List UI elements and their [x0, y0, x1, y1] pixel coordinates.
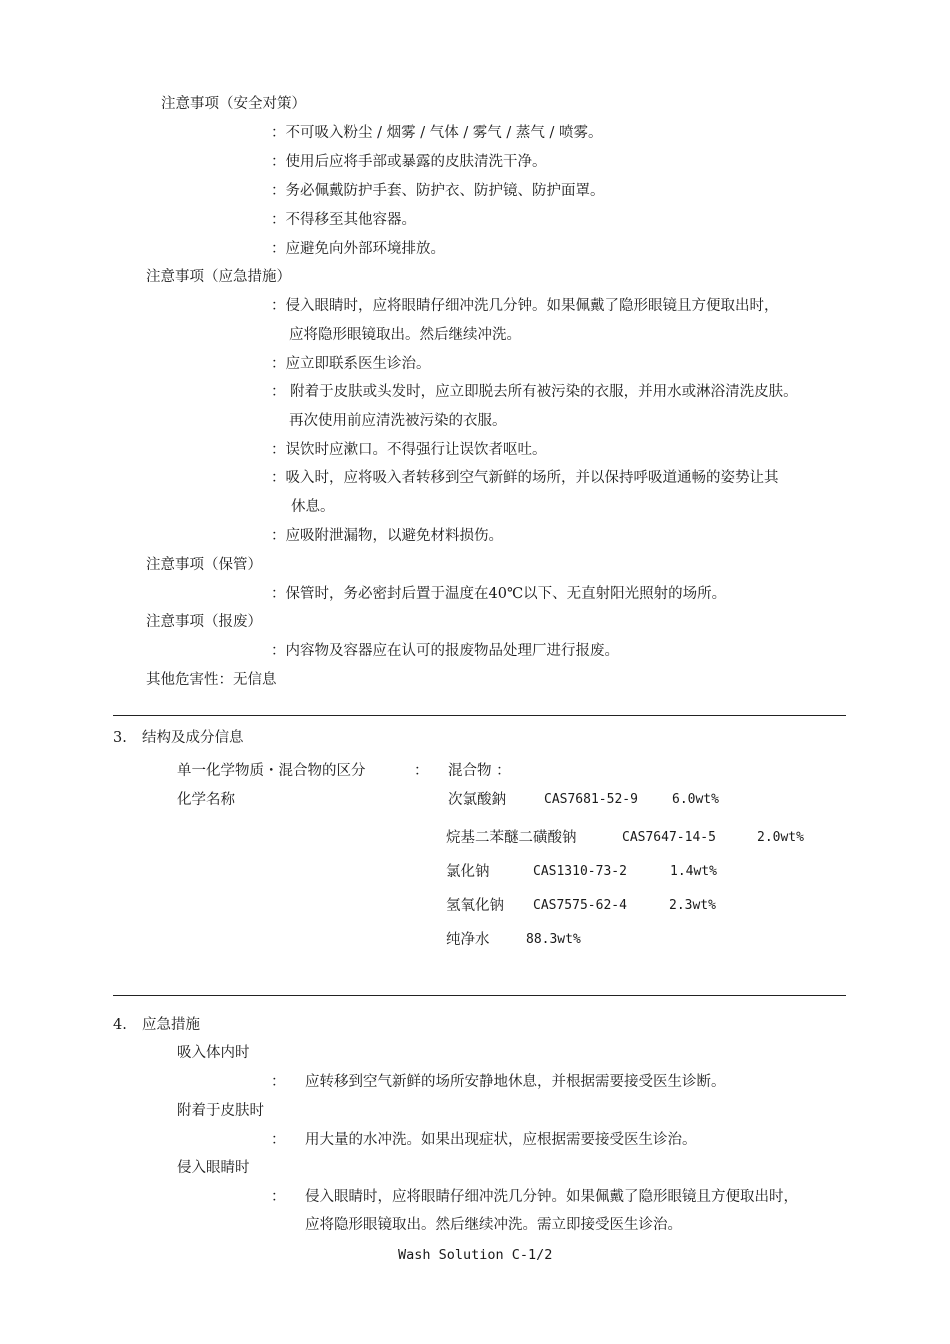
component-cas: CAS1310-73-2: [533, 864, 627, 879]
classification-colon: ：: [414, 763, 429, 779]
component-amount: 2.3wt%: [669, 898, 716, 913]
skin-text: 用大量的水冲洗。如果出现症状，应根据需要接受医生诊治。: [305, 1132, 697, 1148]
emergency-item-continued: 再次使用前应清洗被污染的衣服。: [289, 413, 507, 429]
emergency-item: ：侵入眼睛时，应将眼睛仔细冲洗几分钟。如果佩戴了隐形眼镜且方便取出时，: [271, 298, 779, 314]
inhalation-label: 吸入体内时: [177, 1045, 250, 1061]
emergency-item-continued: 休息。: [291, 499, 335, 515]
safety-item: ：不可吸入粉尘 / 烟雾 / 气体 / 雾气 / 蒸气 / 喷雾。: [271, 125, 603, 141]
component-name: 烷基二苯醚二磺酸钠: [446, 830, 577, 846]
storage-heading: 注意事项（保管）: [146, 557, 262, 573]
emergency-item: ：应立即联系医生诊治。: [271, 356, 431, 372]
eye-text: 侵入眼睛时，应将眼睛仔细冲洗几分钟。如果佩戴了隐形眼镜且方便取出时，: [305, 1189, 798, 1205]
section-4-number: 4.: [113, 1017, 127, 1033]
page-footer: Wash Solution C-1/2: [398, 1247, 553, 1263]
component-name: 氢氧化钠: [446, 898, 504, 914]
emergency-item-continued: 应将隐形眼镜取出。然后继续冲洗。: [289, 327, 521, 343]
disposal-item: ：内容物及容器应在认可的报废物品处理厂进行报废。: [271, 643, 619, 659]
component-amount: 2.0wt%: [757, 830, 804, 845]
skin-label: 附着于皮肤时: [177, 1103, 264, 1119]
component-amount: 88.3wt%: [526, 932, 581, 947]
safety-item: ：应避免向外部环境排放。: [271, 241, 445, 257]
storage-item: ：保管时，务必密封后置于温度在40℃以下、无直射阳光照射的场所。: [271, 586, 727, 602]
component-cas: CAS7647-14-5: [622, 830, 716, 845]
safety-heading: 注意事项（安全对策）: [161, 96, 306, 112]
disposal-heading: 注意事项（报废）: [146, 614, 262, 630]
skin-colon: ：: [271, 1132, 286, 1148]
emergency-item: ：吸入时，应将吸入者转移到空气新鲜的场所，并以保持呼吸道通畅的姿势让其: [271, 470, 779, 486]
eye-colon: ：: [271, 1189, 286, 1205]
chemical-name-label: 化学名称: [177, 792, 235, 808]
section-divider: [113, 995, 846, 996]
emergency-item: ：应吸附泄漏物，以避免材料损伤。: [271, 528, 503, 544]
section-3-title: 结构及成分信息: [142, 730, 244, 746]
emergency-item: ：误饮时应漱口。不得强行让误饮者呕吐。: [271, 442, 547, 458]
section-divider: [113, 715, 846, 716]
inhalation-text: 应转移到空气新鲜的场所安静地休息，并根据需要接受医生诊断。: [305, 1074, 726, 1090]
safety-item: ：使用后应将手部或暴露的皮肤清洗干净。: [271, 154, 547, 170]
safety-item: ：务必佩戴防护手套、防护衣、防护镜、防护面罩。: [271, 183, 605, 199]
classification-label: 单一化学物质・混合物的区分: [177, 763, 366, 779]
component-name: 氯化钠: [446, 864, 490, 880]
component-name: 纯净水: [446, 932, 490, 948]
classification-value: 混合物 ：: [448, 763, 511, 779]
eye-label: 侵入眼睛时: [177, 1160, 250, 1176]
section-4-title: 应急措施: [142, 1017, 200, 1033]
safety-item: ：不得移至其他容器。: [271, 212, 416, 228]
other-hazards: 其他危害性：无信息: [146, 672, 277, 688]
section-3-number: 3.: [113, 730, 127, 746]
emergency-item: ： 附着于皮肤或头发时，应立即脱去所有被污染的衣服，并用水或淋浴清洗皮肤。: [271, 384, 798, 400]
component-amount: 6.0wt%: [672, 792, 719, 807]
component-amount: 1.4wt%: [670, 864, 717, 879]
component-cas: CAS7681-52-9: [544, 792, 638, 807]
emergency-heading: 注意事项（应急措施）: [146, 269, 291, 285]
inhalation-colon: ：: [271, 1074, 286, 1090]
component-name: 次氯酸鈉: [448, 792, 506, 808]
component-cas: CAS7575-62-4: [533, 898, 627, 913]
eye-text-continued: 应将隐形眼镜取出。然后继续冲洗。需立即接受医生诊治。: [305, 1217, 682, 1233]
